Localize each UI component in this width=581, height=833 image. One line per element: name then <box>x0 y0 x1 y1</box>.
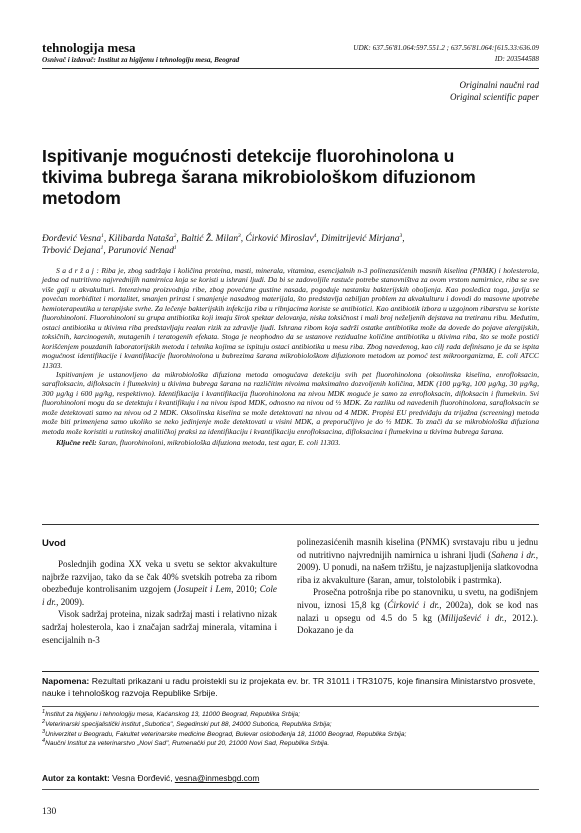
journal-name: tehnologija mesa <box>42 40 136 55</box>
article-title: Ispitivanje mogućnosti detekcije fluorohinolona u tkivima bubrega šarana mikrobiološkom difuzionom metodom <box>42 146 476 208</box>
abstract-paragraph: S a d r ž a j : Riba je, zbog sadržaja i količina proteina, masti, minerala, vitamina, esencijalnih n-3 polinezasićenih masnih kiselina (PNMK) i holesterola, jedna od nutritivno najvrednijih namirnica koja se koristi u ishrani ljudi. Da bi se zadovoljile rastuće potrebe stanovništva za ovom vrstom namirnice, riba se sve više gaji u akvakulturi. Intenzivna proizvodnja ribe, zbog povećane gustine nasada, pogoduje nastanku bakterijskih oboljenja. Kao posledica toga, javlja se povećan morbiditet i mortalitet, smanjen prirast i smanjenje nasadnog materijala, što predstavlja ozbiljan problem za akvakulturu i dovodi do masovne upotrebe hemioterapeutika u terapijske svrhe. Za lečenje bakterijskih infekcija riba u ribnjacima koriste se antibiotici. Kao antibiotik izbora u uzgojnom ribarstvu se koriste fluorohinoloni. Fluorohinoloni su grupa antibiotika koji imaju širok spektar delovanja, niska toksičnost i mali broj neželjenih dejstava na tretiranu ribu. Međutim, ostaci antibiotika u tkivima riba predstavljaju realan rizik za zdravlje ljudi. Ishrana ribom koja sadrži ostatke antibiotika može da dovede do pojave alergijskih, toksičnih, karcinogenih, mutagenih i teratogenih efekata. Stoga je neophodno da se ustanove rezidualne količine antibiotika u tkivima riba, što se može postići korišćenjem pouzdanih laboratorijskih metoda i tehnika kojima se ispituju ostaci antibiotika u mesu riba. Zbog navedenog, kao cilj rada definisano je da se ispita mogućnost identifikacije i kvantifikacije fluorohinolona u bubrezima šarana mikrobiološkom difuzionom metodom uz pomoć test mikroorganizma, E. coli ATCC 11303. <box>42 266 539 370</box>
author-list: Đorđević Vesna$^1$, Kilibarda Nataša$^2$, Baltić Ž. Milan$^3$, Ćirković Miroslav$^4$, Dimitrijević Mirjana$^3$, Trbović Dejana$^1$, Parunović Nenad$^1$ <box>42 232 405 257</box>
udk-code: UDK: 637.56'81.064:597.551.2 ; 637.56'81.064:[615.33:636.09 <box>353 44 539 52</box>
paper-type-sr: Originalni naučni rad <box>459 80 539 90</box>
body-column-left <box>42 558 277 646</box>
contact-name: Vesna Đorđević, <box>112 773 173 783</box>
page-number: 130 <box>42 807 57 817</box>
body-column-right <box>297 536 538 637</box>
keywords-label: Ključne reči: <box>56 438 97 448</box>
body-paragraph: Poslednjih godina XX veka u svetu se sektor akvakulture najbrže razvijao, tako da se čak 40% svetskih potreba za ribom obezbeđuje kontrolisanim uzgojem (Josupeit i Lem, 2010; Cole i dr., 2009). <box>42 559 277 607</box>
section-heading: Uvod <box>42 538 66 549</box>
body-paragraph: polinezasićenih masnih kiselina (PNMK) svrstavaju ribu u jednu od nutritivno najvrednijih namirnica u ishrani ljudi (Sahena i dr., 2009). U ponudi, na našem tržištu, je najzastupljenija slatkovodna riba iz akvakulture (šaran, amur, tolstolobik i pastrmka). <box>297 537 538 585</box>
footnote-divider <box>42 671 539 672</box>
affiliation-item: $^1$Institut za higijenu i tehnologiju mesa, Kaćanskog 13, 11000 Beograd, Republika Srbija; <box>42 708 301 718</box>
affiliation-item: $^4$Naučni Institut za veterinarstvo „Novi Sad", Rumenački put 20, 21000 Novi Sad, Republika Srbija. <box>42 738 330 748</box>
author: Ćirković Miroslav$^4$ <box>245 232 317 244</box>
abstract-label: S a d r ž a j : <box>56 266 99 275</box>
author: Trbović Dejana$^1$ <box>42 245 104 257</box>
footer-divider <box>42 789 539 790</box>
affiliation-item: $^3$Univerzitet u Beogradu, Fakultet veterinarske medicine Beograd, Bulevar oslobođenja 18, 11000 Beograd, Republika Srbija; <box>42 728 407 738</box>
author: Baltić Ž. Milan$^3$ <box>181 232 241 244</box>
author: Kilibarda Nataša$^2$ <box>108 232 177 244</box>
publisher-line: Osnivač i izdavač: Institut za higijenu i tehnologiju mesa, Beograd <box>42 56 240 64</box>
body-paragraph: Prosečna potrošnja ribe po stanovniku, u svetu, na godišnjem nivou, iznosi 15,8 kg (Ćirković i dr., 2002a), dok se kod nas nalazi u opsegu od 4.5 do 5 kg (Milijašević i dr., 2012.). Dokazano je da <box>297 587 539 636</box>
author: Dimitrijević Mirjana$^3$ <box>321 232 403 244</box>
abstract-paragraph: Ispitivanjem je ustanovljeno da mikrobiološka difuziona metoda omogućava detekciju svih pet fluorohinolona (oksolinska kiselina, enrofloksacin, sarafloksacin, difloksacin i flumekvin) u tkivima bubrega šarana na različitim nivoima maksimalno dozvoljenih količina, MDK (100 µg/kg, 100 µg/kg, 30 µg/kg, 300 µg/kg i 600 µg/kg, respektivno). Identifikacija i kvantifikacija fluorohinolona na nivou MDK moguće je samo za enrofloksacin, difloksacin i flumekvin. Svi fluorohinoloni mogu da se detektuju i kvantifikuju i na nivou ispod MDK, odnosno na nivou od ½ MDK. Za razliku od navedenih fluorohinolona, sarafloksacin se može detektovati samo na nivou od 2 MDK. Oksolinska kiselina se može detektovati na nivou od 4 MDK. Propisi EU predviđaju da trijažna (screening) metoda može biti primenjena samo ukoliko se neko jedinjenje može detektovati u visini MDK, a preporučljivo je do ½ MDK. To znači da se mikrobiološka difuziona metoda može koristiti u rutinskoj analitičkoj praksi za identifikaciju i kvantifikaciju enrofloksacina, difloksacina i flumekvina u tkivima bubrega šarana. <box>42 369 539 436</box>
author: Đorđević Vesna$^1$ <box>42 232 104 244</box>
body-paragraph: Visok sadržaj proteina, nizak sadržaj masti i relativno nizak sadržaj holesterola, kao i značajan sadržaj minerala, vitamina i esencijalnih n-3 <box>42 609 277 645</box>
affiliation-divider <box>42 706 539 707</box>
paper-type-en: Original scientific paper <box>450 92 539 102</box>
author: Parunović Nenad$^1$ <box>108 245 177 257</box>
note-label: Napomena: <box>42 676 90 686</box>
abstract <box>42 266 539 448</box>
contact-label: Autor za kontakt: <box>42 773 110 783</box>
contact-author <box>42 773 259 783</box>
abstract-divider <box>42 524 539 525</box>
contact-email-link[interactable]: vesna@inmesbgd.com <box>174 773 260 783</box>
header-divider <box>42 68 539 69</box>
document-id: ID: 203544588 <box>494 55 539 63</box>
affiliation-item: $^2$Veterinarski specijalistički institut „Subotica", Segedinski put 88, 24000 Subotica, Republika Srbija; <box>42 718 332 728</box>
keywords: Ključne reči: šaran, fluorohinoloni, mikrobiološka difuziona metoda, test agar, E. coli 11303. <box>56 438 341 448</box>
paper-type <box>450 79 539 103</box>
funding-note: Napomena: Rezultati prikazani u radu proistekli su iz projekata ev. br. TR 31011 i TR31075, koje finansira Ministarstvo prosvete, nauke i tehnološkog razvoja Republike Srbije. <box>42 676 536 698</box>
affiliations <box>42 710 539 749</box>
